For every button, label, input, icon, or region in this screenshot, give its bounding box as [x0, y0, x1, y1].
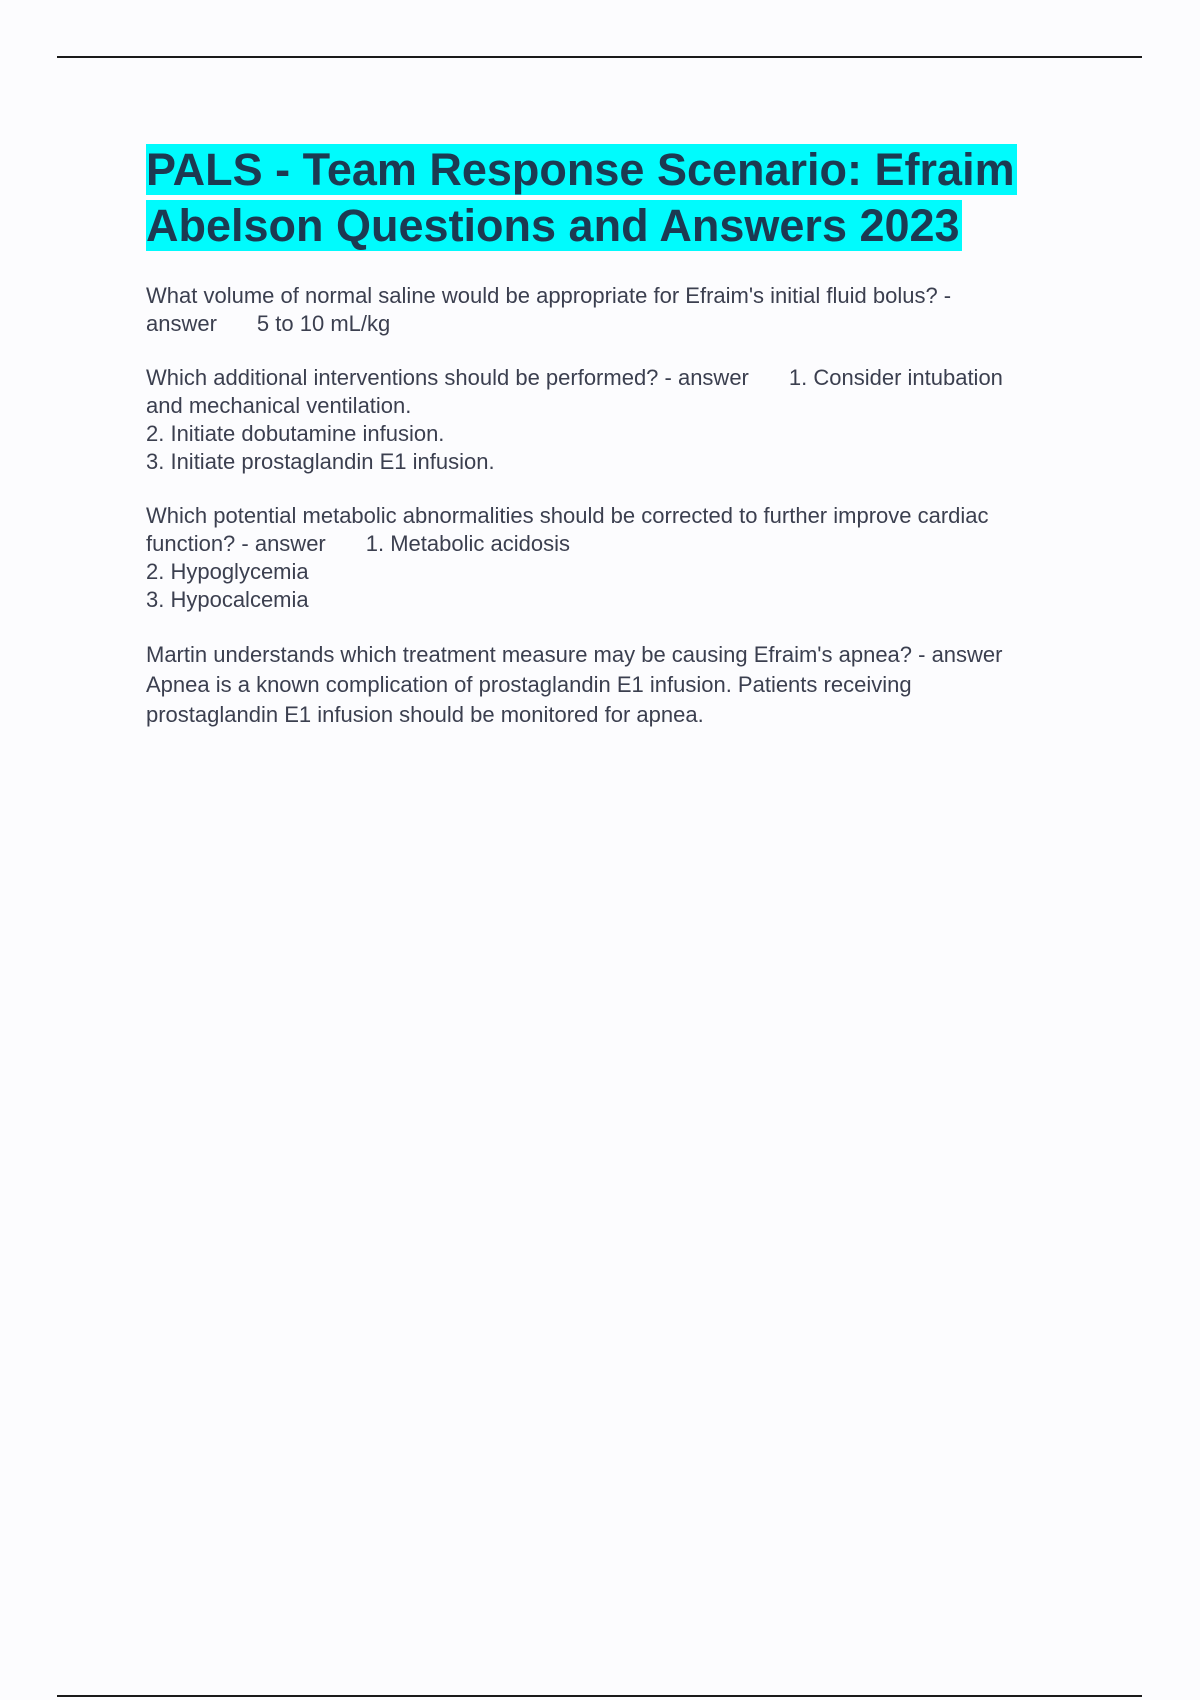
document-title	[146, 142, 1096, 254]
qa-item-4	[146, 640, 1096, 730]
question-text: Which potential metabolic abnormalities should be corrected to further improve cardiac	[146, 503, 989, 528]
answer-line: 2. Hypoglycemia	[146, 559, 309, 584]
answer-row	[146, 310, 1096, 338]
question-text: What volume of normal saline would be appropriate for Efraim's initial fluid bolus? -	[146, 283, 952, 308]
answer-line: prostaglandin E1 infusion should be monitored for apnea.	[146, 702, 704, 727]
question-row	[146, 364, 1096, 392]
qa-item-3	[146, 502, 1096, 614]
question-text: Which additional interventions should be performed? - answer	[146, 365, 749, 390]
answer-line: and mechanical ventilation.	[146, 393, 412, 418]
answer-text: 5 to 10 mL/kg	[256, 311, 391, 336]
question-row	[146, 530, 1096, 558]
qa-item-1	[146, 282, 1096, 338]
document-body	[146, 142, 1096, 756]
answer-text: 1. Metabolic acidosis	[365, 531, 570, 556]
answer-line: 3. Hypocalcemia	[146, 587, 309, 612]
qa-list	[146, 282, 1096, 730]
question-text: Martin understands which treatment measure may be causing Efraim's apnea? - answer	[146, 642, 1003, 667]
qa-item-2	[146, 364, 1096, 476]
answer-line: Apnea is a known complication of prostaglandin E1 infusion. Patients receiving	[146, 672, 912, 697]
title-line-2: Abelson Questions and Answers 2023	[146, 200, 960, 251]
answer-line: 3. Initiate prostaglandin E1 infusion.	[146, 449, 495, 474]
title-line-1: PALS - Team Response Scenario: Efraim	[146, 144, 1015, 195]
header-rule	[57, 56, 1142, 58]
answer-text: 1. Consider intubation	[788, 365, 1003, 390]
answer-label: answer	[146, 311, 217, 336]
answer-line: 2. Initiate dobutamine infusion.	[146, 421, 445, 446]
question-text-cont: function? - answer	[146, 531, 326, 556]
footer-rule	[57, 1695, 1142, 1697]
